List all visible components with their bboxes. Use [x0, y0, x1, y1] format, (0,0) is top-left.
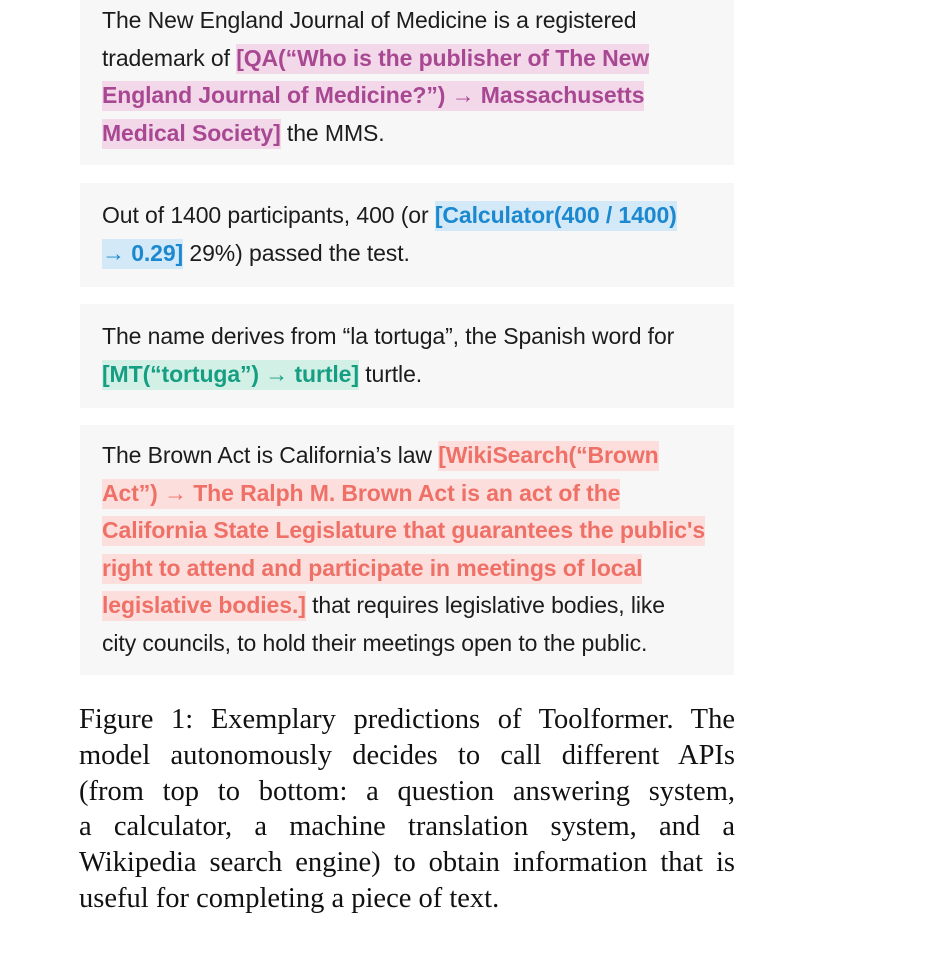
example-line — [102, 77, 720, 115]
plain-text: The name derives from “la tortuga”, the Spanish word for — [102, 323, 675, 349]
api-call-calculator: [Calculator(400 / 1400) — [435, 201, 677, 231]
plain-text: that requires legislative bodies, like — [305, 592, 665, 619]
example-line — [102, 197, 720, 235]
caption-line: Wikipedia search engine) to obtain information that is — [79, 847, 735, 879]
api-call-wikisearch: legislative bodies.] — [102, 591, 306, 621]
example-line — [102, 356, 720, 394]
plain-text: The Brown Act is California’s law — [102, 442, 439, 468]
caption-line: (from top to bottom: a question answering system, — [79, 775, 735, 807]
example-line — [102, 115, 720, 153]
example-line — [102, 512, 720, 550]
plain-text: turtle. — [358, 360, 423, 387]
example-card-calculator — [80, 183, 734, 287]
example-card-qa — [80, 0, 734, 165]
caption-line: a calculator, a machine translation system, and a — [79, 811, 735, 843]
api-call-calculator: → 0.29] — [102, 239, 183, 269]
caption-line: Figure 1: Exemplary predictions of Toolformer. The — [79, 704, 735, 735]
caption-line: model autonomously decides to call different APIs — [79, 739, 735, 771]
api-call-qa: [QA(“Who is the publisher of The New — [236, 44, 649, 74]
example-line — [102, 475, 720, 513]
api-call-qa: England Journal of Medicine?”) → Massachusetts — [102, 81, 644, 111]
example-line — [102, 587, 720, 625]
plain-text: trademark of — [102, 44, 237, 71]
api-call-qa: Medical Society] — [102, 119, 281, 149]
caption-line: useful for completing a piece of text. — [79, 882, 500, 914]
plain-text: 29%) passed the test. — [183, 239, 410, 266]
example-card-wikisearch — [80, 425, 734, 675]
api-call-wikisearch: right to attend and participate in meetings of local — [102, 554, 642, 584]
api-call-wikisearch: Act”) → The Ralph M. Brown Act is an act of the — [102, 479, 620, 509]
example-line — [102, 550, 720, 588]
example-line — [102, 625, 720, 663]
plain-text: the MMS. — [280, 119, 385, 146]
example-line — [102, 235, 720, 273]
example-line — [102, 40, 720, 78]
plain-text: city councils, to hold their meetings open to the public. — [102, 629, 648, 656]
api-call-mt: [MT(“tortuga”) → turtle] — [102, 360, 359, 390]
plain-text: Out of 1400 participants, 400 (or — [102, 202, 435, 228]
api-call-wikisearch: California State Legislature that guarantees the public's — [102, 516, 705, 546]
example-line — [102, 2, 720, 40]
figure-caption — [79, 702, 735, 917]
example-card-mt — [80, 304, 734, 408]
api-call-wikisearch: [WikiSearch(“Brown — [438, 441, 658, 471]
plain-text: The New England Journal of Medicine is a registered — [102, 7, 637, 33]
example-line — [102, 318, 720, 356]
example-line — [102, 437, 720, 475]
